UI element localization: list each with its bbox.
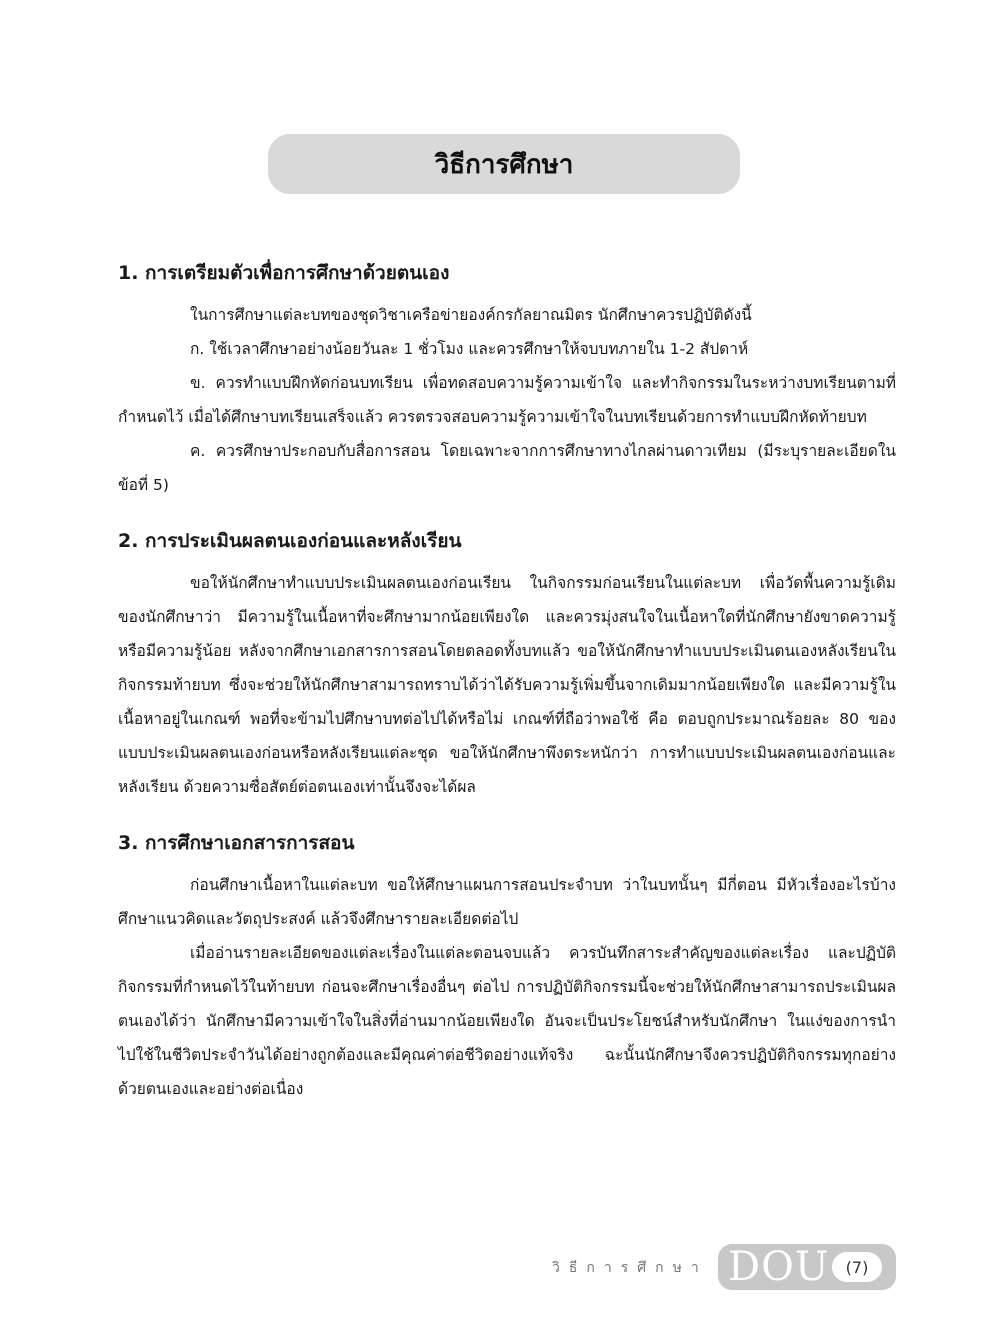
paragraph: ในการศึกษาแต่ละบทของชุดวิชาเครือข่ายองค์กรกัลยาณมิตร นักศึกษาควรปฏิบัติดังนี้ (190, 306, 752, 324)
dou-logo: DOU (728, 1244, 830, 1290)
paragraph: ค. ควรศึกษาประกอบกับสื่อการสอน โดยเฉพาะจากการศึกษาทางไกลผ่านดาวเทียม (มีระบุรายละเอียดในข้อที่ 5) (118, 442, 896, 494)
footer-chapter-label: วิธีการศึกษา (552, 1260, 708, 1276)
section-study-documents (118, 826, 896, 1106)
paragraph: ก. ใช้เวลาศึกษาอย่างน้อยวันละ 1 ชั่วโมง และควรศึกษาให้จบบทภายใน 1-2 สัปดาห์ (190, 340, 749, 358)
section-heading: 2. การประเมินผลตนเองก่อนและหลังเรียน (118, 530, 462, 552)
document-body (118, 256, 896, 1128)
page-number (832, 1252, 882, 1282)
paragraph: ก่อนศึกษาเนื้อหาในแต่ละบท ขอให้ศึกษาแผนการสอนประจำบท ว่าในบทนั้นๆ มีกี่ตอน มีหัวเรื่องอะไรบ้าง ศึกษาแนวคิดและวัตถุประสงค์ แล้วจึงศึกษารายละเอียดต่อไป (118, 876, 896, 928)
page-number-text: (7) (845, 1257, 869, 1277)
section-heading: 1. การเตรียมตัวเพื่อการศึกษาด้วยตนเอง (118, 262, 450, 284)
paragraph: เมื่ออ่านรายละเอียดของแต่ละเรื่องในแต่ละตอนจบแล้ว ควรบันทึกสาระสำคัญของแต่ละเรื่อง และปฏิบัติกิจกรรมที่กำหนดไว้ในท้ายบท ก่อนจะศึกษาเรื่องอื่นๆ ต่อไป การปฏิบัติกิจกรรมนี้จะช่วยให้นักศึกษาสามารถประเมินผลตนเองได้ว่า นักศึกษามีความเข้าใจในสิ่งที่อ่านมากน้อยเพียงใด อันจะเป็นประโยชน์สำหรับนักศึกษา ในแง่ของการนำไปใช้ในชีวิตประจำวันได้อย่างถูกต้องและมีคุณค่าต่อชีวิตอย่างแท้จริง ฉะนั้นนักศึกษาจึงควรปฏิบัติกิจกรรมทุกอย่างด้วยตนเองและอย่างต่อเนื่อง (118, 944, 896, 1098)
page-title-text: วิธีการศึกษา (434, 149, 574, 180)
page-title (268, 134, 740, 194)
paragraph: ข. ควรทำแบบฝึกหัดก่อนบทเรียน เพื่อทดสอบความรู้ความเข้าใจ และทำกิจกรรมในระหว่างบทเรียนตามที่กำหนดไว้ เมื่อได้ศึกษาบทเรียนเสร็จแล้ว ควรตรวจสอบความรู้ความเข้าใจในบทเรียนด้วยการทำแบบฝึกหัดท้ายบท (118, 374, 896, 426)
section-self-assessment (118, 524, 896, 804)
paragraph: ขอให้นักศึกษาทำแบบประเมินผลตนเองก่อนเรียน ในกิจกรรมก่อนเรียนในแต่ละบท เพื่อวัดพื้นความรู้เดิมของนักศึกษาว่า มีความรู้ในเนื้อหาที่จะศึกษามากน้อยเพียงใด และควรมุ่งสนใจในเนื้อหาใดที่นักศึกษายังขาดความรู้หรือมีความรู้น้อย หลังจากศึกษาเอกสารการสอนโดยตลอดทั้งบทแล้ว ขอให้นักศึกษาทำแบบประเมินตนเองหลังเรียนในกิจกรรมท้ายบท ซึ่งจะช่วยให้นักศึกษาสามารถทราบได้ว่าได้รับความรู้เพิ่มขึ้นจากเดิมมากน้อยเพียงใด และมีความรู้ในเนื้อหาอยู่ในเกณฑ์ พอที่จะข้ามไปศึกษาบทต่อไปได้หรือไม่ เกณฑ์ที่ถือว่าพอใช้ คือ ตอบถูกประมาณร้อยละ 80 ของแบบประเมินผลตนเองก่อนหรือหลังเรียนแต่ละชุด ขอให้นักศึกษาพึงตระหนักว่า การทำแบบประเมินผลตนเองก่อนและหลังเรียน ด้วยความซื่อสัตย์ต่อตนเองเท่านั้นจึงจะได้ผล (118, 574, 896, 796)
section-heading: 3. การศึกษาเอกสารการสอน (118, 832, 355, 854)
section-preparation (118, 256, 896, 502)
